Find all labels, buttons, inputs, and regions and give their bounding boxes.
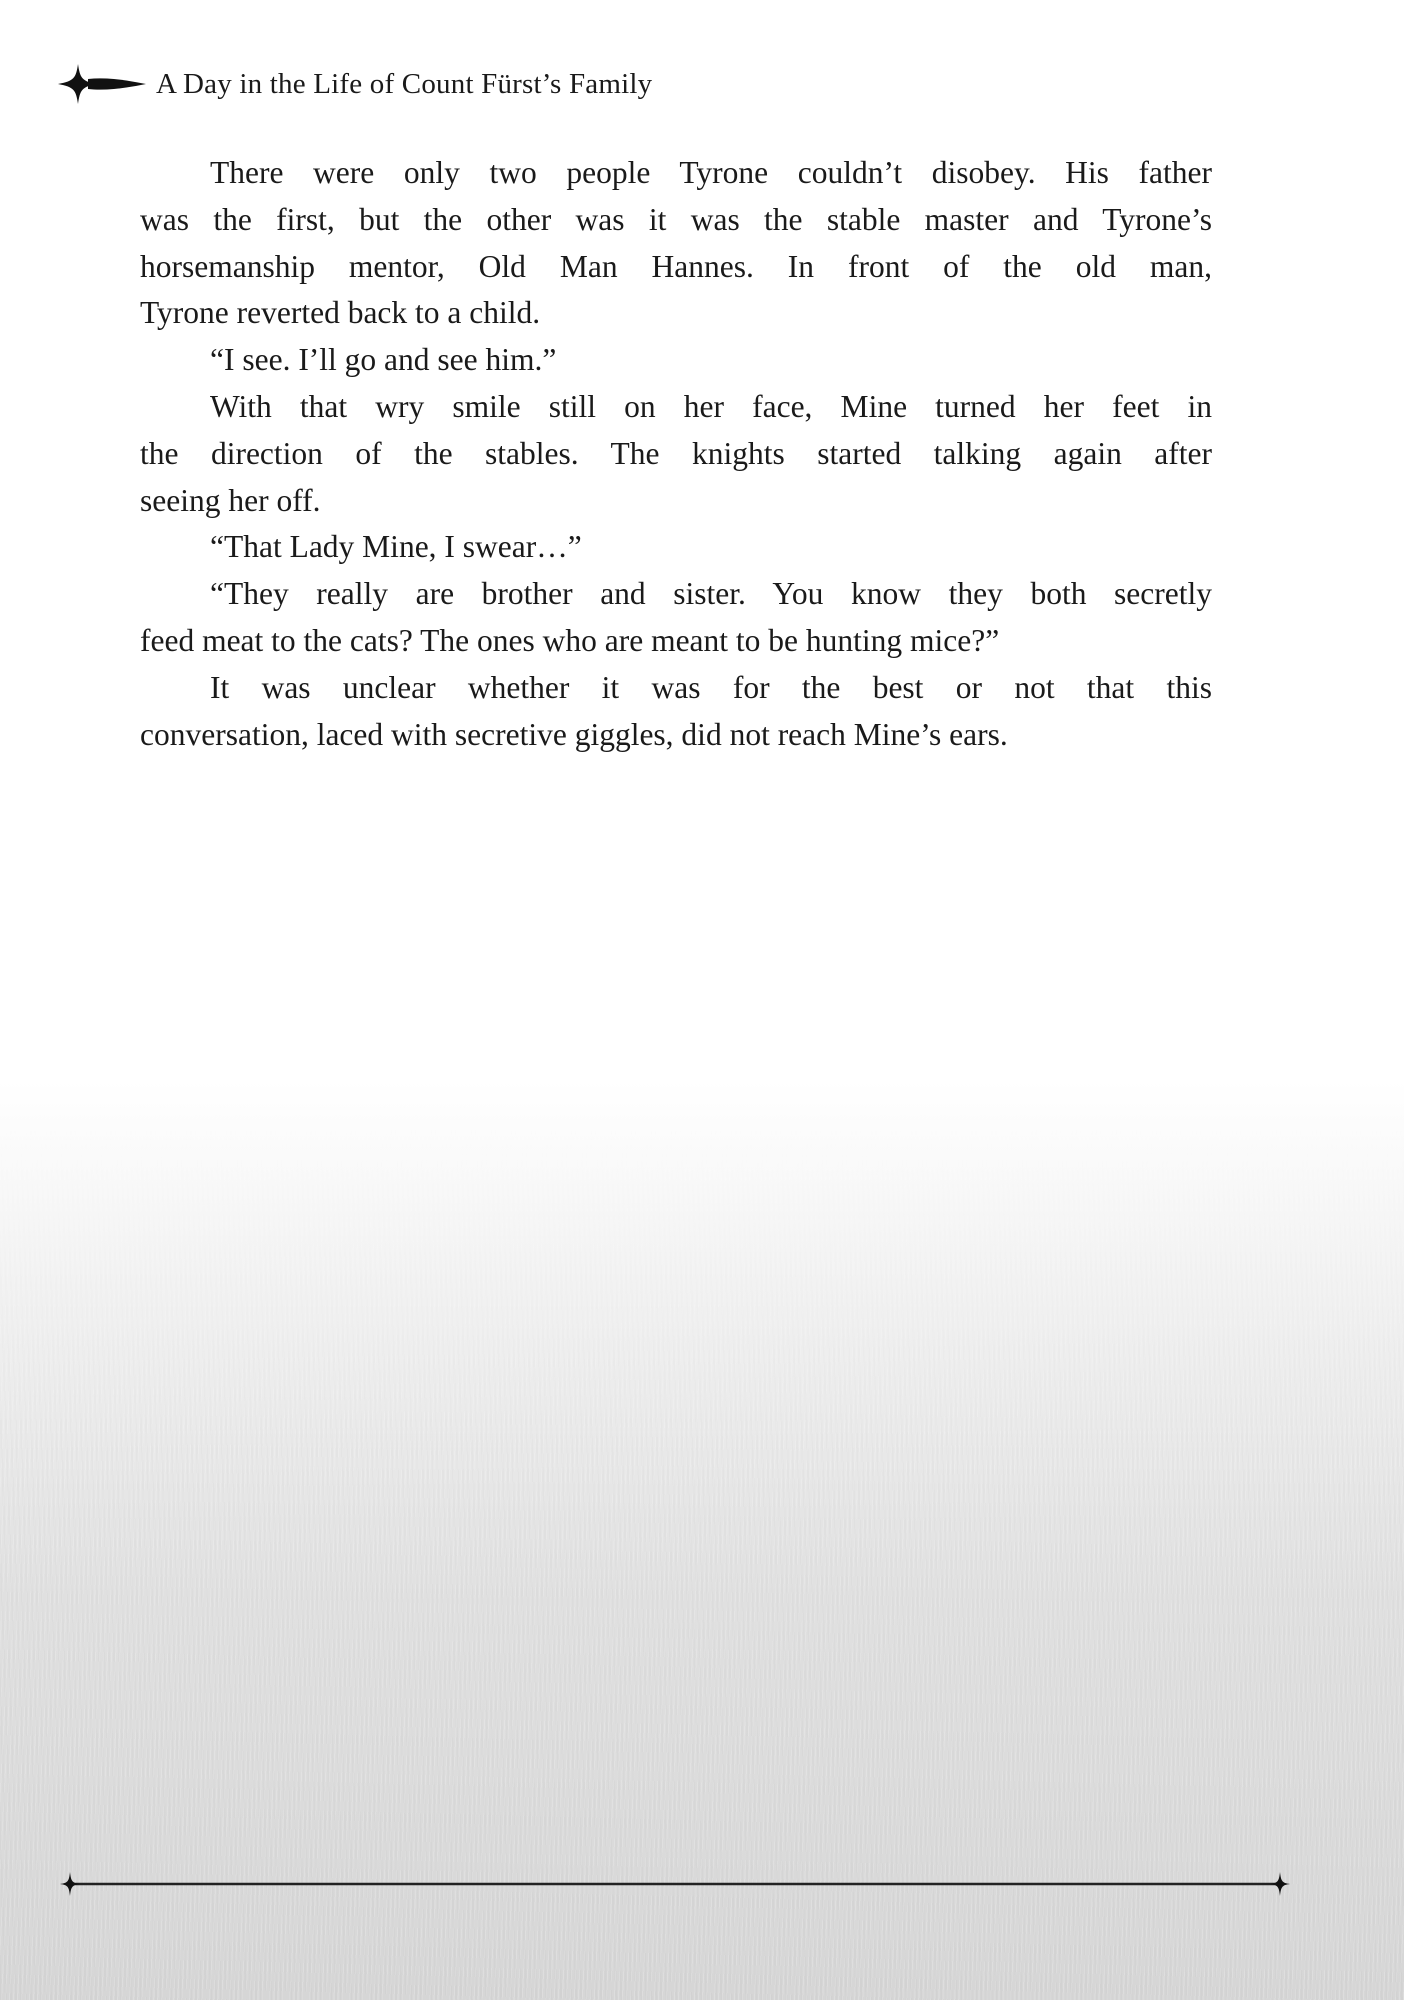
star-icon [60,1872,80,1896]
paragraph [140,524,1212,571]
text-line: was the first, but the other was it was the stable master and Tyrone’s [140,201,1212,237]
paper-texture [0,1100,1404,2000]
text-line: feed meat to the cats? The ones who are meant to be hunting mice?” [140,622,1000,658]
text-line: “They really are brother and sister. You know they both secretly [210,576,1212,612]
page-body [140,150,1212,758]
star-icon [1270,1872,1290,1896]
text-line: There were only two people Tyrone couldn’t disobey. His father [210,155,1212,190]
footer-rule [50,1870,1300,1900]
paragraph [140,150,1212,337]
star-arrow-icon [56,62,148,106]
text-line: conversation, laced with secretive giggles, did not reach Mine’s ears. [140,716,1008,752]
text-line: seeing her off. [140,482,321,518]
text-line: With that wry smile still on her face, Mine turned her feet in [210,388,1212,424]
paragraph [140,571,1212,665]
chapter-title: A Day in the Life of Count Fürst’s Family [156,67,653,100]
running-header [56,62,652,106]
text-line: Tyrone reverted back to a child. [140,295,541,331]
paragraph [140,384,1212,524]
text-line: horsemanship mentor, Old Man Hannes. In front of the old man, [140,248,1212,284]
text-line: the direction of the stables. The knights started talking again after [140,435,1212,471]
text-line: “That Lady Mine, I swear…” [210,529,582,565]
paragraph [140,665,1212,759]
paragraph [140,337,1212,384]
text-line: It was unclear whether it was for the best or not that this [210,669,1212,705]
text-line: “I see. I’ll go and see him.” [210,342,557,378]
